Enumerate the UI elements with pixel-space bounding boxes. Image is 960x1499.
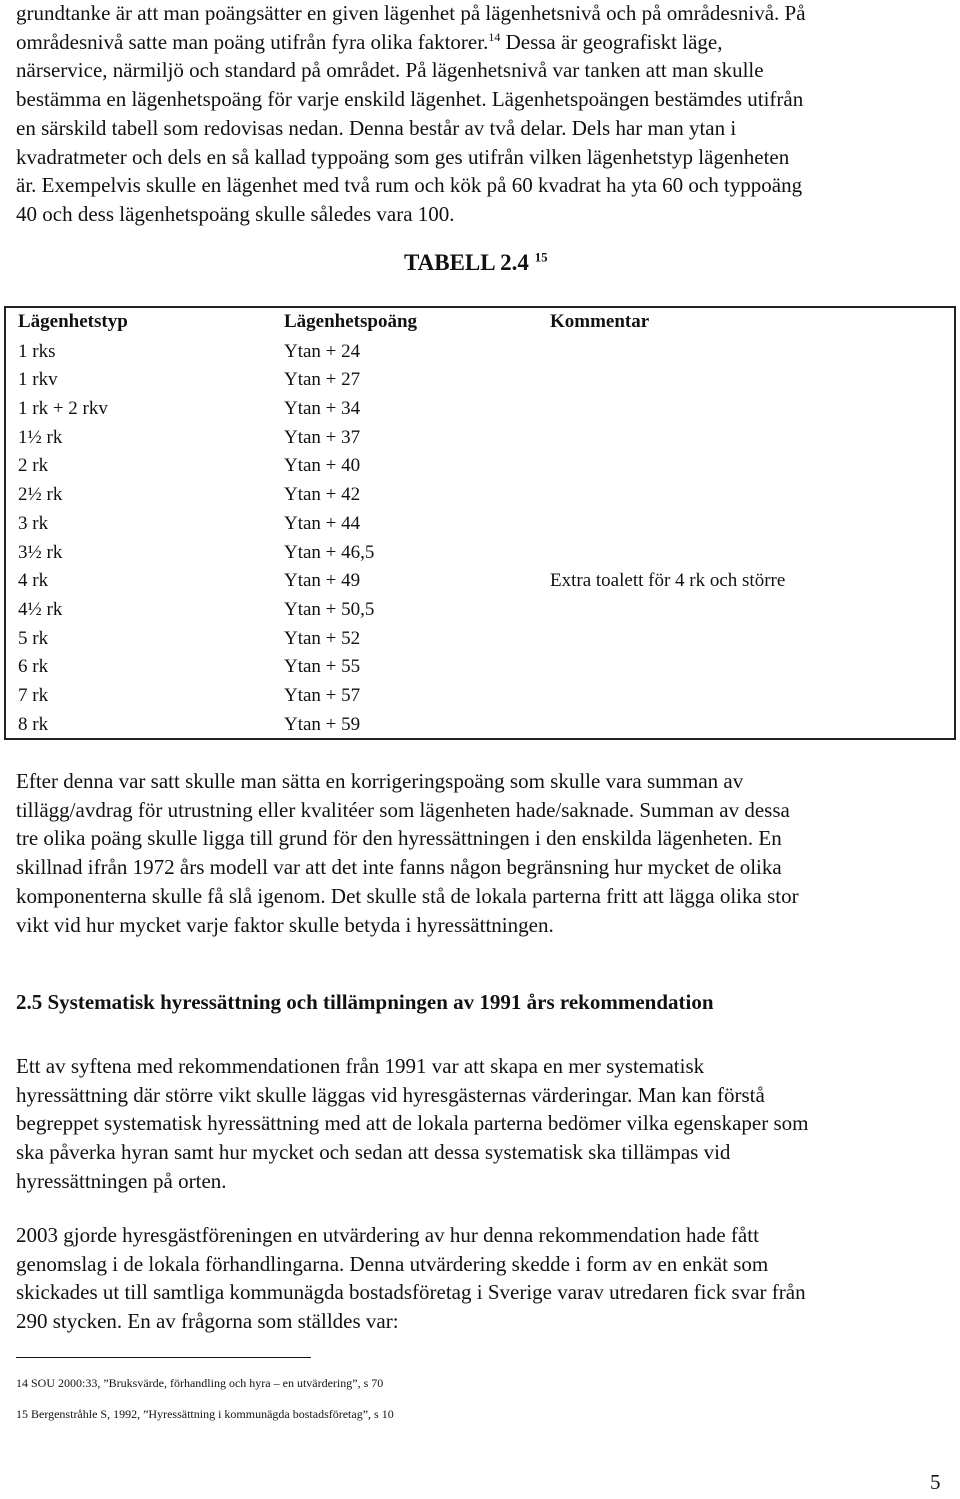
text-line: 2003 gjorde hyresgästföreningen en utvärdering av hur denna rekommendation hade fått bbox=[16, 1223, 759, 1247]
table-row bbox=[6, 337, 954, 366]
cell-apartment-points: Ytan + 27 bbox=[284, 369, 361, 391]
cell-apartment-points: Ytan + 34 bbox=[284, 398, 361, 420]
text-line: kvadratmeter och dels en så kallad typpoäng som ges utifrån vilken lägenhetstyp lägenheten bbox=[16, 144, 790, 169]
cell-apartment-type: 1 rkv bbox=[18, 369, 58, 391]
text-line: hyressättning där större vikt skulle läggas vid hyresgästernas värderingar. Man kan förstå bbox=[16, 1082, 765, 1107]
section-heading: 2.5 Systematisk hyressättning och tillämpningen av 1991 års rekommendation bbox=[16, 990, 714, 1014]
text-line: tre olika poäng skulle ligga till grund för den hyressättningen i den enskilda lägenheten. En bbox=[16, 826, 782, 851]
table-row bbox=[6, 681, 954, 710]
text-line: vikt vid hur mycket varje faktor skulle betyda i hyressättningen. bbox=[16, 912, 554, 937]
text-line: skillnad ifrån 1972 års modell var att det inte fanns någon begränsning hur mycket de olika bbox=[16, 855, 782, 880]
table-row bbox=[6, 566, 954, 595]
text-line: 40 och dess lägenhetspoäng skulle således vara 100. bbox=[16, 201, 455, 226]
cell-apartment-type: 1½ rk bbox=[18, 426, 63, 448]
table-row bbox=[6, 451, 954, 480]
intro-paragraph bbox=[16, 0, 948, 229]
text-line: är. Exempelvis skulle en lägenhet med två rum och kök på 60 kvadrat ha yta 60 och typpoäng bbox=[16, 173, 803, 198]
cell-apartment-type: 3½ rk bbox=[18, 541, 63, 563]
text-line bbox=[16, 28, 948, 57]
cell-apartment-type: 1 rk + 2 rkv bbox=[18, 398, 108, 420]
text-line: genomslag i de lokala förhandlingarna. Denna utvärdering skedde i form av en enkät som bbox=[16, 1251, 769, 1276]
footnote-ref-14[interactable]: 14 bbox=[488, 29, 501, 44]
cell-apartment-type: 4 rk bbox=[18, 570, 49, 592]
cell-apartment-type: 2 rk bbox=[18, 455, 49, 477]
text-segment: områdesnivå satte man poäng utifrån fyra olika faktorer. bbox=[16, 29, 489, 54]
cell-apartment-points: Ytan + 37 bbox=[284, 426, 361, 448]
table-row bbox=[6, 509, 954, 538]
cell-apartment-points: Ytan + 49 bbox=[284, 570, 361, 592]
cell-apartment-type: 6 rk bbox=[18, 656, 49, 678]
cell-apartment-type: 7 rk bbox=[18, 684, 49, 706]
text-line: Ett av syftena med rekommendationen från 1991 var att skapa en mer systematisk bbox=[16, 1054, 705, 1078]
header-comment: Kommentar bbox=[550, 311, 650, 332]
page-number: 5 bbox=[930, 1470, 941, 1494]
header-apartment-type: Lägenhetstyp bbox=[18, 311, 128, 332]
table-row bbox=[6, 365, 954, 394]
text-line: skickades ut till samtliga kommunägda bostadsföretag i Sverige varav utredaren fick svar från bbox=[16, 1280, 806, 1305]
purpose-paragraph bbox=[16, 1052, 948, 1196]
cell-apartment-points: Ytan + 42 bbox=[284, 484, 361, 506]
table-row bbox=[6, 423, 954, 452]
cell-apartment-points: Ytan + 24 bbox=[284, 340, 361, 362]
cell-apartment-type: 3 rk bbox=[18, 512, 49, 534]
cell-apartment-points: Ytan + 59 bbox=[284, 713, 361, 735]
text-line: en särskild tabell som redovisas nedan. Denna består av två delar. Dels har man ytan i bbox=[16, 115, 737, 140]
cell-apartment-points: Ytan + 44 bbox=[284, 512, 361, 534]
text-segment: Dessa är geografiskt läge, bbox=[500, 29, 723, 54]
cell-apartment-points: Ytan + 50,5 bbox=[284, 598, 375, 620]
text-line: hyressättningen på orten. bbox=[16, 1168, 227, 1193]
footnote-14: 14 SOU 2000:33, ”Bruksvärde, förhandling och hyra – en utvärdering”, s 70 bbox=[16, 1376, 384, 1390]
cell-apartment-type: 2½ rk bbox=[18, 484, 63, 506]
cell-apartment-points: Ytan + 40 bbox=[284, 455, 361, 477]
cell-apartment-type: 5 rk bbox=[18, 627, 49, 649]
table-row bbox=[6, 652, 954, 681]
footnote-divider bbox=[16, 1357, 311, 1358]
table-row bbox=[6, 624, 954, 653]
table-title bbox=[404, 250, 548, 276]
cell-apartment-points: Ytan + 52 bbox=[284, 627, 361, 649]
text-line: tillägg/avdrag för utrustning eller kvalitéer som lägenheten hade/saknade. Summan av dessa bbox=[16, 797, 790, 822]
cell-apartment-points: Ytan + 57 bbox=[284, 684, 361, 706]
table-row bbox=[6, 394, 954, 423]
cell-comment: Extra toalett för 4 rk och större bbox=[550, 570, 786, 592]
text-line: närservice, närmiljö och standard på området. På lägenhetsnivå var tanken att man skulle bbox=[16, 58, 764, 83]
cell-apartment-type: 1 rks bbox=[18, 340, 56, 362]
table-row bbox=[6, 480, 954, 509]
table-row bbox=[6, 595, 954, 624]
table-header-row bbox=[6, 308, 954, 337]
cell-apartment-points: Ytan + 55 bbox=[284, 656, 361, 678]
text-line: komponenterna skulle få slå igenom. Det skulle stå de lokala parterna fritt att lägga olika stor bbox=[16, 883, 799, 908]
header-apartment-points: Lägenhetspoäng bbox=[284, 311, 418, 332]
cell-apartment-type: 8 rk bbox=[18, 713, 49, 735]
text-line: ska påverka hyran samt hur mycket och sedan att dessa systematisk ska tillämpas vid bbox=[16, 1140, 731, 1165]
after-table-paragraph bbox=[16, 767, 948, 939]
table-title-text: TABELL 2.4 bbox=[404, 250, 529, 275]
evaluation-paragraph bbox=[16, 1221, 948, 1336]
table-body bbox=[6, 337, 954, 739]
footnote-15: 15 Bergenstråhle S, 1992, ”Hyressättning i kommunägda bostadsföretag”, s 10 bbox=[16, 1407, 394, 1421]
text-line: bestämma en lägenhetspoäng för varje enskild lägenhet. Lägenhetspoängen bestämdes utifrån bbox=[16, 87, 804, 112]
footnote-ref-15[interactable]: 15 bbox=[534, 249, 548, 265]
table-row bbox=[6, 710, 954, 739]
text-line: Efter denna var satt skulle man sätta en korrigeringspoäng som skulle vara summan av bbox=[16, 769, 744, 793]
text-line: grundtanke är att man poängsätter en given lägenhet på lägenhetsnivå och på områdesnivå. På bbox=[16, 1, 806, 25]
cell-apartment-type: 4½ rk bbox=[18, 598, 63, 620]
table-row bbox=[6, 538, 954, 567]
text-line: 290 stycken. En av frågorna som ställdes var: bbox=[16, 1309, 399, 1334]
cell-apartment-points: Ytan + 46,5 bbox=[284, 541, 375, 563]
apartment-points-table bbox=[4, 306, 956, 740]
text-line: begreppet systematisk hyressättning med att de lokala parterna bedömer vilka egenskaper som bbox=[16, 1111, 809, 1136]
